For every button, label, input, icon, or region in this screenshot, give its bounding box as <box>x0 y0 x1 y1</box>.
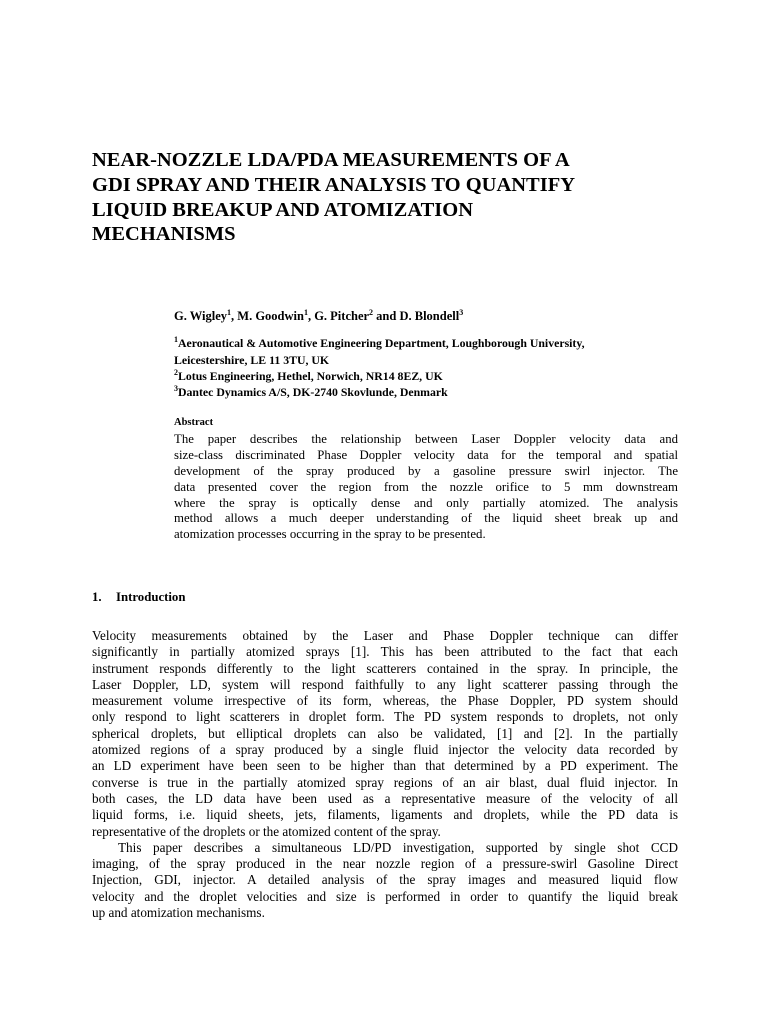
body-line: atomized regions of a spray produced by a single fluid injector the velocity data recorded by <box>92 742 678 758</box>
affiliation <box>174 369 694 386</box>
body-line: velocity and the droplet velocities and size is performed in order to quantify the liquid break <box>92 888 678 904</box>
abstract-line: development of the spray produced by a gasoline pressure swirl injector. The <box>174 463 678 478</box>
author-affil-marker: 3 <box>459 308 464 317</box>
body-line: converse is true in the partially atomized spray regions of an air blast, dual fluid injector. In <box>92 774 678 790</box>
affiliation-text: Lotus Engineering, Hethel, Norwich, NR14 8EZ, UK <box>178 368 443 383</box>
section-heading <box>92 590 185 605</box>
affiliation-marker: 1 <box>174 335 178 344</box>
author-list <box>174 309 463 324</box>
abstract-line: data presented cover the region from the nozzle orifice to 5 mm downstream <box>174 479 678 494</box>
body-line: representative of the droplets or the atomized content of the spray. <box>92 823 441 839</box>
author-separator: , <box>231 309 238 323</box>
title-line: GDI SPRAY AND THEIR ANALYSIS TO QUANTIFY <box>92 173 576 196</box>
body-line: liquid forms, i.e. liquid sheets, jets, filaments, ligaments and droplets, while the PD data is <box>92 807 678 823</box>
affiliation-marker: 2 <box>174 367 178 377</box>
affiliation <box>174 385 694 402</box>
body-line: an LD experiment have been seen to be higher than that determined by a PD experiment. The <box>92 758 678 774</box>
body-line: Velocity measurements obtained by the Laser and Phase Doppler technique can differ <box>92 628 678 643</box>
abstract-line: method allows a much deeper understanding of the liquid sheet break up and <box>174 511 678 526</box>
author-affil-marker: 2 <box>369 308 374 317</box>
body-line: up and atomization mechanisms. <box>92 905 265 921</box>
author-name: G. Wigley <box>174 309 228 323</box>
affiliation-continuation: Leicestershire, LE 11 3TU, UK <box>174 352 330 367</box>
introduction-body <box>92 628 678 921</box>
paper-title <box>92 148 692 247</box>
abstract-line: where the spray is optically dense and only partially atomized. The analysis <box>174 495 678 510</box>
affiliation-list <box>174 336 694 402</box>
abstract-line: size-class discriminated Phase Doppler velocity data for the temporal and spatial <box>174 447 678 462</box>
title-line: NEAR-NOZZLE LDA/PDA MEASUREMENTS OF A <box>92 149 570 171</box>
body-line: instrument responds differently to the light scatterers contained in the spray. In principle, the <box>92 660 678 676</box>
author-name: M. Goodwin <box>237 309 304 323</box>
body-line: spherical droplets, but elliptical droplets can also be validated, [1] and [2]. In the partially <box>92 725 678 741</box>
affiliation <box>174 336 694 353</box>
body-line: measurement volume irrespective of its form, whereas, the Phase Doppler, PD system should <box>92 693 678 709</box>
body-line: Injection, GDI, injector. A detailed analysis of the spray images and measured liquid flow <box>92 872 678 888</box>
body-line: Laser Doppler, LD, system will respond faithfully to any light scatterer passing through the <box>92 676 678 692</box>
body-line: imaging, of the spray produced in the near nozzle region of a pressure-swirl Gasoline Direct <box>92 856 678 872</box>
affiliation-text: Aeronautical & Automotive Engineering Department, Loughborough University, <box>178 336 585 350</box>
abstract-line: The paper describes the relationship between Laser Doppler velocity data and <box>174 432 678 446</box>
section-title: Introduction <box>116 590 186 604</box>
author-separator: , <box>307 309 315 323</box>
author-name: D. Blondell <box>399 309 460 323</box>
abstract-heading: Abstract <box>174 417 214 428</box>
author-affil-marker: 1 <box>303 308 308 317</box>
body-line: both cases, the LD data have been used as a representative measure of the velocity of all <box>92 790 678 806</box>
body-line: only respond to light scatterers in droplet form. The PD system responds to droplets, not only <box>92 709 678 725</box>
author-separator: and <box>373 309 400 323</box>
section-number: 1. <box>92 590 102 604</box>
abstract-line: atomization processes occurring in the spray to be presented. <box>174 527 486 542</box>
abstract-body <box>174 432 678 543</box>
title-line: MECHANISMS <box>92 223 236 246</box>
title-line: LIQUID BREAKUP AND ATOMIZATION <box>92 198 474 221</box>
affiliation-marker: 3 <box>174 384 178 394</box>
body-line: This paper describes a simultaneous LD/PD investigation, supported by single shot CCD <box>118 839 678 855</box>
author-affil-marker: 1 <box>227 308 232 317</box>
affiliation-text: Dantec Dynamics A/S, DK-2740 Skovlunde, Denmark <box>178 385 448 400</box>
body-line: significantly in partially atomized sprays [1]. This has been attributed to the fact that each <box>92 644 678 660</box>
author-name: G. Pitcher <box>314 309 370 323</box>
